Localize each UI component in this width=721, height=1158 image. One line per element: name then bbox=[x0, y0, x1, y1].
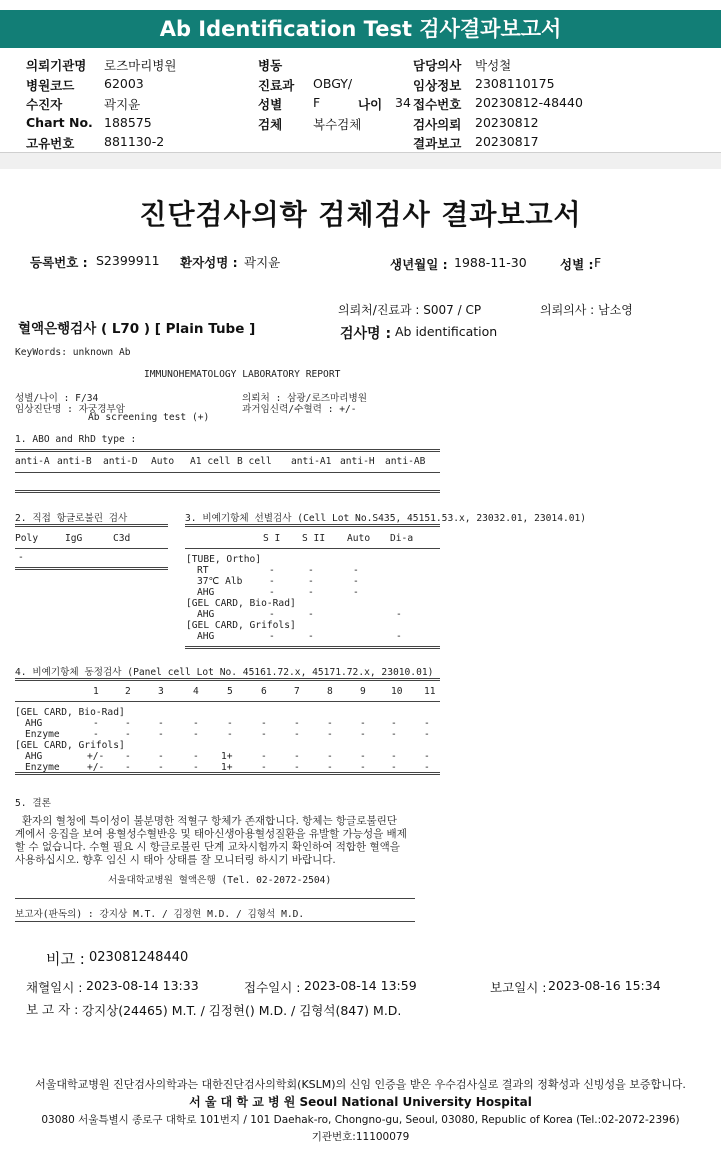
rule bbox=[15, 921, 415, 922]
panel-cell: - bbox=[294, 762, 300, 773]
panel-cell: - bbox=[424, 718, 430, 729]
double-rule bbox=[15, 678, 440, 681]
birth-value: 1988-11-30 bbox=[454, 255, 527, 270]
referral-hospital: 의뢰처 : 삼광/로즈마리병원 bbox=[242, 393, 368, 404]
screening-cell: - bbox=[308, 576, 314, 587]
age-label: 나이 bbox=[358, 97, 383, 112]
screening-cell: - bbox=[269, 576, 275, 587]
abo-column-header: Auto bbox=[151, 456, 175, 467]
info-label: 검사의뢰 bbox=[413, 117, 462, 132]
panel-cell: - bbox=[158, 718, 164, 729]
conclusion-line: 계에서 응집을 보여 용혈성수혈반응 및 태아신생아용혈성질환을 유발할 가능성을 배제 bbox=[15, 828, 407, 840]
sex-age: 성별/나이 : F/34 bbox=[15, 393, 99, 404]
rule bbox=[15, 701, 440, 702]
info-label: 병원코드 bbox=[26, 78, 75, 93]
panel-cell: - bbox=[391, 762, 397, 773]
panel-cell: - bbox=[327, 762, 333, 773]
panel-cell: - bbox=[294, 751, 300, 762]
double-rule bbox=[15, 490, 440, 493]
report-title: 진단검사의학 검체검사 결과보고서 bbox=[139, 198, 582, 231]
screening-cell: - bbox=[353, 587, 359, 598]
info-label: 고유번호 bbox=[26, 136, 75, 151]
panel-cell: - bbox=[360, 718, 366, 729]
info-label: 접수번호 bbox=[413, 97, 462, 112]
panel-cell: - bbox=[391, 718, 397, 729]
panel-cell: - bbox=[391, 729, 397, 740]
panel-cell: - bbox=[391, 751, 397, 762]
panel-cell: - bbox=[227, 718, 233, 729]
screening-column-header: Auto bbox=[347, 533, 371, 544]
panel-cell: - bbox=[424, 762, 430, 773]
panel-cell: - bbox=[261, 762, 267, 773]
panel-column-header: 1 bbox=[93, 686, 99, 697]
panel-column-header: 6 bbox=[261, 686, 267, 697]
certification-note: 서울대학교병원 진단검사의학과는 대한진단검사의학회(KSLM)의 신임 인증을 받은 우수검사실로 결과의 정확성과 신빙성을 보증합니다. bbox=[35, 1078, 686, 1091]
conclusion-line: 할 수 없습니다. 수혈 필요 시 항글로불린 단계 교차시험까지 확인하여 적합한 혈액을 bbox=[15, 841, 400, 853]
double-rule bbox=[15, 524, 168, 527]
reporter-label: 보 고 자 : bbox=[26, 1002, 79, 1017]
note-label: 비고 : bbox=[46, 950, 85, 968]
rule bbox=[15, 548, 168, 549]
note-value: 023081248440 bbox=[89, 950, 189, 965]
receipt-label: 접수일시 : bbox=[244, 980, 301, 995]
rule bbox=[185, 548, 440, 549]
info-label: 진료과 bbox=[258, 78, 295, 93]
info-value: 881130-2 bbox=[104, 134, 165, 149]
patient-name-value: 곽지윤 bbox=[244, 255, 281, 270]
rule bbox=[15, 472, 440, 473]
screening-cell: - bbox=[353, 565, 359, 576]
sex-value: F bbox=[594, 255, 602, 270]
abo-column-header: anti-H bbox=[340, 456, 375, 467]
info-value: 188575 bbox=[104, 115, 152, 130]
receipt-value: 2023-08-14 13:59 bbox=[304, 978, 417, 993]
panel-column-header: 4 bbox=[193, 686, 199, 697]
panel-cell: - bbox=[294, 729, 300, 740]
screening-row-label: RT bbox=[197, 565, 209, 576]
abo-column-header: B cell bbox=[237, 456, 272, 467]
info-value: 20230812-48440 bbox=[475, 95, 583, 110]
section-1-title: 1. ABO and RhD type : bbox=[15, 434, 137, 445]
screening-column-header: Di-a bbox=[390, 533, 414, 544]
screening-cell: - bbox=[308, 631, 314, 642]
conclusion-line: 사용하십시오. 향후 임신 시 태아 상태를 잘 모니터링 하시기 바랍니다. bbox=[15, 854, 336, 866]
panel-cell: +/- bbox=[87, 751, 105, 762]
clinical-diagnosis: 임상진단명 : 자궁경부암 bbox=[15, 404, 126, 415]
panel-column-header: 3 bbox=[158, 686, 164, 697]
screening-column-header: S I bbox=[263, 533, 281, 544]
info-label: 검체 bbox=[258, 117, 283, 132]
panel-cell: +/- bbox=[87, 762, 105, 773]
exam-label: 검사명 : bbox=[340, 326, 392, 342]
panel-cell: 1+ bbox=[221, 751, 233, 762]
panel-cell: - bbox=[227, 729, 233, 740]
panel-cell: - bbox=[125, 718, 131, 729]
panel-cell: - bbox=[125, 762, 131, 773]
dat-column-header: IgG bbox=[65, 533, 83, 544]
panel-cell: - bbox=[261, 729, 267, 740]
requesting-doctor: 의뢰의사 : 남소영 bbox=[540, 303, 633, 317]
dat-value: - bbox=[18, 552, 24, 563]
panel-cell: - bbox=[93, 729, 99, 740]
panel-cell: - bbox=[360, 762, 366, 773]
lab-title: IMMUNOHEMATOLOGY LABORATORY REPORT bbox=[144, 369, 341, 380]
info-value: OBGY/ bbox=[313, 76, 353, 91]
panel-cell: - bbox=[193, 751, 199, 762]
screening-cell: - bbox=[396, 631, 402, 642]
panel-column-header: 2 bbox=[125, 686, 131, 697]
info-label: 성별 bbox=[258, 97, 283, 112]
panel-cell: - bbox=[125, 751, 131, 762]
panel-column-header: 7 bbox=[294, 686, 300, 697]
info-label: 병동 bbox=[258, 58, 283, 73]
patient-name-label: 환자성명 : bbox=[180, 255, 238, 270]
info-value: 62003 bbox=[104, 76, 144, 91]
abo-column-header: anti-AB bbox=[385, 456, 426, 467]
hospital-address: 03080 서울특별시 종로구 대학로 101번지 / 101 Daehak-ro, Chongno-gu, Seoul, 03080, Republic of Korea (Tel.:02-2072-2396) bbox=[41, 1114, 680, 1126]
info-label: 수진자 bbox=[26, 97, 63, 112]
collection-label: 채혈일시 : bbox=[26, 980, 83, 995]
collection-value: 2023-08-14 13:33 bbox=[86, 978, 199, 993]
institution-number: 기관번호:11100079 bbox=[311, 1131, 410, 1143]
panel-column-header: 11 bbox=[424, 686, 436, 697]
double-rule bbox=[15, 449, 440, 452]
info-label: Chart No. bbox=[26, 115, 93, 130]
info-value: 20230812 bbox=[475, 115, 539, 130]
panel-cell: - bbox=[424, 751, 430, 762]
section-5-title: 5. 결론 bbox=[15, 798, 51, 809]
panel-cell: - bbox=[327, 718, 333, 729]
info-value: 복수검체 bbox=[313, 117, 362, 132]
test-name: 혈액은행검사 ( L70 ) [ Plain Tube ] bbox=[18, 321, 256, 337]
panel-cell: - bbox=[158, 751, 164, 762]
screening-row-label: [GEL CARD, Bio-Rad] bbox=[186, 598, 296, 609]
info-value: F bbox=[313, 95, 321, 110]
screening-cell: - bbox=[269, 565, 275, 576]
panel-cell: - bbox=[261, 718, 267, 729]
exam-value: Ab identification bbox=[395, 324, 498, 339]
panel-row-label: [GEL CARD, Grifols] bbox=[15, 740, 125, 751]
sex-label: 성별 : bbox=[560, 257, 594, 272]
info-label: 의뢰기관명 bbox=[26, 58, 87, 73]
screening-cell: - bbox=[269, 609, 275, 620]
screening-row-label: AHG bbox=[197, 609, 215, 620]
screening-note: Ab screening test (+) bbox=[88, 412, 210, 423]
screening-row-label: AHG bbox=[197, 587, 215, 598]
age-value: 34 bbox=[395, 95, 411, 110]
info-value: 로즈마리병원 bbox=[104, 58, 177, 73]
screening-cell: - bbox=[308, 609, 314, 620]
panel-row-label: [GEL CARD, Bio-Rad] bbox=[15, 707, 125, 718]
info-label: 담당의사 bbox=[413, 58, 462, 73]
panel-column-header: 10 bbox=[391, 686, 403, 697]
panel-cell: - bbox=[193, 729, 199, 740]
screening-row-label: [TUBE, Ortho] bbox=[186, 554, 262, 565]
report-time-label: 보고일시 : bbox=[490, 980, 547, 995]
hospital-name: 서 울 대 학 교 병 원 Seoul National University Hospital bbox=[189, 1095, 532, 1109]
dat-column-header: Poly bbox=[15, 533, 39, 544]
info-value: 2308110175 bbox=[475, 76, 555, 91]
panel-cell: - bbox=[294, 718, 300, 729]
screening-row-label: 37℃ Alb bbox=[197, 576, 243, 587]
info-value: 곽지윤 bbox=[104, 97, 141, 112]
double-rule bbox=[185, 524, 440, 527]
conclusion-line: 환자의 혈청에 특이성이 불분명한 적혈구 항체가 존재합니다. 항체는 항글로불린단 bbox=[22, 815, 397, 827]
panel-cell: - bbox=[327, 729, 333, 740]
screening-row-label: AHG bbox=[197, 631, 215, 642]
panel-cell: - bbox=[193, 762, 199, 773]
panel-cell: - bbox=[360, 751, 366, 762]
info-value: 박성철 bbox=[475, 58, 512, 73]
panel-cell: 1+ bbox=[221, 762, 233, 773]
section-4-title: 4. 비예기항체 동정검사 (Panel cell Lot No. 45161.72.x, 45171.72.x, 23010.01) bbox=[15, 667, 434, 678]
history: 과거임신력/수혈력 : +/- bbox=[242, 404, 357, 415]
panel-cell: - bbox=[125, 729, 131, 740]
screening-cell: - bbox=[269, 587, 275, 598]
blood-bank-contact: 서울대학교병원 혈액은행 (Tel. 02-2072-2504) bbox=[108, 875, 332, 886]
panel-cell: - bbox=[424, 729, 430, 740]
double-rule bbox=[185, 646, 440, 649]
panel-cell: - bbox=[327, 751, 333, 762]
abo-column-header: anti-A1 bbox=[291, 456, 332, 467]
abo-column-header: anti-D bbox=[103, 456, 138, 467]
birth-label: 생년월일 : bbox=[390, 257, 448, 272]
reporter-value: 강지상(24465) M.T. / 김정현() M.D. / 김형석(847) M.D. bbox=[82, 1003, 402, 1018]
registration-value: S2399911 bbox=[96, 253, 160, 268]
double-rule bbox=[15, 772, 440, 775]
report-time-value: 2023-08-16 15:34 bbox=[548, 978, 661, 993]
panel-column-header: 8 bbox=[327, 686, 333, 697]
panel-cell: - bbox=[158, 762, 164, 773]
info-label: 임상정보 bbox=[413, 78, 462, 93]
department: 의뢰처/진료과 : S007 / CP bbox=[338, 303, 482, 317]
keywords: KeyWords: unknown Ab bbox=[15, 347, 131, 358]
panel-row-label: Enzyme bbox=[25, 729, 60, 740]
screening-column-header: S II bbox=[302, 533, 326, 544]
abo-column-header: anti-B bbox=[57, 456, 92, 467]
info-label: 결과보고 bbox=[413, 136, 462, 151]
rule bbox=[15, 898, 415, 899]
panel-cell: - bbox=[261, 751, 267, 762]
registration-label: 등록번호 : bbox=[30, 255, 88, 270]
section-2-title: 2. 직접 항글로불린 검사 bbox=[15, 513, 128, 524]
screening-cell: - bbox=[353, 576, 359, 587]
panel-column-header: 9 bbox=[360, 686, 366, 697]
screening-cell: - bbox=[308, 565, 314, 576]
interpreters: 보고자(판독의) : 강지상 M.T. / 김정현 M.D. / 김형석 M.D. bbox=[15, 909, 305, 920]
double-rule bbox=[15, 567, 168, 570]
panel-row-label: AHG bbox=[25, 751, 43, 762]
screening-cell: - bbox=[396, 609, 402, 620]
info-value: 20230817 bbox=[475, 134, 539, 149]
panel-column-header: 5 bbox=[227, 686, 233, 697]
panel-row-label: AHG bbox=[25, 718, 43, 729]
panel-cell: - bbox=[360, 729, 366, 740]
section-separator bbox=[0, 152, 721, 169]
dat-column-header: C3d bbox=[113, 533, 131, 544]
panel-cell: - bbox=[158, 729, 164, 740]
screening-cell: - bbox=[269, 631, 275, 642]
panel-cell: - bbox=[93, 718, 99, 729]
report-banner: Ab Identification Test 검사결과보고서 bbox=[0, 10, 721, 48]
screening-row-label: [GEL CARD, Grifols] bbox=[186, 620, 296, 631]
panel-cell: - bbox=[193, 718, 199, 729]
abo-column-header: A1 cell bbox=[190, 456, 231, 467]
panel-row-label: Enzyme bbox=[25, 762, 60, 773]
section-3-title: 3. 비예기항체 선별검사 (Cell Lot No.S435, 45151.53.x, 23032.01, 23014.01) bbox=[185, 513, 587, 524]
screening-cell: - bbox=[308, 587, 314, 598]
abo-column-header: anti-A bbox=[15, 456, 50, 467]
